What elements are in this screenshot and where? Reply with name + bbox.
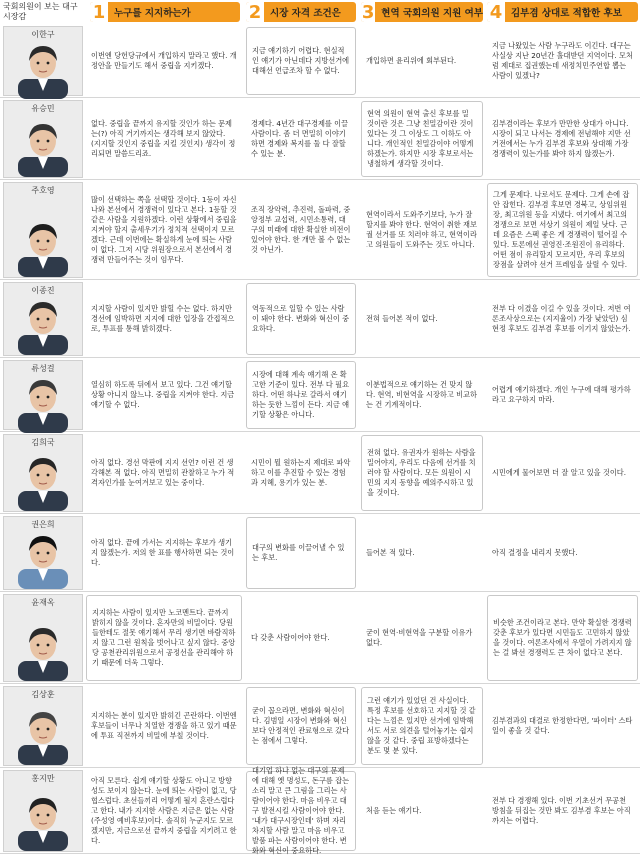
answer-text: 많이 선택하는 쪽을 선택할 것이다. 1등이 자신 나와 본선에서 경쟁력이 있다고 본다. 1등할 것 같은 사람을 지원하겠다. 이런 상황에서 중립을 지켜야 할지 출세우기가 정치적 선택이지 모르겠다. 근데 이번에는 확실하게 눈에 띄는 사람이 없다. 그저 시당 위원장으로서 본선에서 경쟁력 만들어주는 것이 임무다. (91, 195, 237, 264)
column-number: 2 (246, 2, 264, 22)
portrait-image (18, 791, 68, 855)
answer-cell-3 (361, 517, 483, 589)
answer-text: 이분법적으로 얘기하는 건 맞지 않다. 현역, 비현역을 시장하고 비교하는 건 기계적이다. (366, 380, 477, 409)
politician-photo (3, 594, 83, 682)
politician-name: 김상훈 (31, 690, 55, 699)
answer-text: 어렵게 얘기하겠다. 개인 누구에 대해 평가하라고 요구하지 마라. (492, 385, 631, 404)
answer-text: 경제다. 4년간 대구경제를 이끌 사람이다. 좀 더 면밀히 이야기하면 경제와 복지를 둘 다 잘할 수 있는 분. (251, 119, 349, 158)
answer-cell-1 (86, 283, 242, 355)
answer-cell-2 (246, 517, 356, 589)
answer-text: 전부 다 경쟁해 있다. 이번 기초선거 무공천 방침을 뒤집는 것만 봐도 김부겸 후보는 아직까지는 어렵다. (492, 796, 631, 825)
answer-cell-1 (86, 361, 242, 429)
answer-cell-4 (487, 183, 638, 277)
answer-text: 이번엔 당헌당규에서 개입하지 말라고 했다. 개정안을 만들기도 해서 중립을 지키겠다. (91, 51, 237, 70)
portrait-image (18, 705, 68, 769)
column-header-3 (361, 2, 483, 22)
politician-name: 류성걸 (31, 364, 55, 373)
answer-cell-1 (86, 183, 242, 277)
portrait-image (18, 117, 68, 181)
answer-text: 지금 나왔있는 사람 누구라도 이긴다. 대구는 사실상 지난 20년간 홀대받던 지역이다. 모처럼 제대로 집권했는데 새정치민주연합 뽑는 사람이 있겠나? (492, 41, 633, 80)
answer-text: 아직 없다. 경선 막판에 지지 선언? 이런 건 생각해본 적 없다. 아직 면밀히 관찰하고 누가 적격자인가를 눈여겨보고 있는 중이다. (91, 458, 235, 487)
table-row (0, 432, 640, 514)
column-number: 3 (361, 1, 375, 23)
answer-text: 대기업 하나 없는 대구의 문제에 대해 옛 명성도, 돈구름 잡는 소리 말고 큰 그림을 그리는 사람이어야 한다. 마음 비우고 대구 발전시킬 사람이어야 한다. '내가 대구시장인데' 하며 자리 차지할 사람 말고 마음 비우고 발품 파는 사람이어야 한다. 변화와 혁신이 중요하다. (252, 766, 350, 855)
answer-text: 굳이 현역·비현역을 구분할 이유가 없다. (366, 628, 473, 647)
answer-text: 그게 문제다. 나로서도 문제다. 그게 손에 잡안 잡힌다. 김부겸 후보면 경북고, 상임위원장, 최고위원 등을 지냈다. 여기에서 최고의 경쟁으로 보면 서상기 의원이 제일 낫다. 근데 요즘은 스펙 좋은 게 경쟁력이 떨어질 수 있다. 토론에선 권영진·조원진이 유리하다. 어떤 점이 유리할지 모르지만, 우리 후보의 장점을 살려야 선거 프레임을 살릴 수 있다. (493, 190, 630, 269)
answer-cell-2 (246, 595, 356, 681)
answer-text: 없다. 중립을 끝까지 유지할 것인가 하는 문제는(?) 아직 거기까지는 생각해 보지 않았다. (지지할 것인지 중립을 지킬 것인지) 생각이 정리되면 말씀드리죠. (91, 119, 236, 158)
table-row (0, 180, 640, 280)
answer-cell-2 (246, 766, 356, 855)
column-number: 1 (90, 2, 108, 22)
table-row (0, 592, 640, 684)
column-label: 시장 자격 조건은 (270, 8, 341, 19)
politician-name: 주호영 (31, 186, 55, 195)
answer-cell-4 (487, 361, 638, 429)
table-row (0, 280, 640, 358)
answer-text: 지금 얘기하기 어렵다. 현실적인 얘기가 아닌데다 지방선거에 대해선 언급조차 할 수 없다. (252, 46, 350, 75)
answer-text: 현역 의원이 현역 출신 후보를 밀 것이란 것은 그냥 친밀감이란 것이 있다는 것 그 이상도 그 이하도 아니다. 개인적인 친밀감이야 어떻게 하겠는가. 하지만 시장 후보로서는 냉철하게 생각할 것이다. (367, 109, 474, 168)
table-row (0, 768, 640, 854)
politician-photo (3, 360, 83, 430)
table-row (0, 358, 640, 432)
answer-cell-2 (246, 101, 356, 177)
answer-text: 아직 결정을 내리지 못했다. (492, 548, 578, 557)
answer-text: 그런 얘기가 있었던 건 사실이다. 특정 후보를 선호하고 지지할 것 같다는 느낌은 있지만 선거에 임박해서도 서로 의견을 털어놓기는 쉽지 않을 것 같다. 중립 표방하겠다는 분도 몇 분 있다. (367, 696, 476, 755)
answer-text: 다 갖춘 사람이어야 한다. (251, 633, 330, 642)
answer-text: 열심히 하도록 뒤에서 보고 있다. 그건 얘기할 상황 아니지 않느냐. 중립을 지켜야 한다. 지금 얘기할 수 없다. (91, 380, 235, 409)
column-label: 누구를 지지하는가 (114, 8, 191, 19)
politician-name: 권은희 (31, 520, 55, 529)
portrait-image (18, 39, 68, 103)
answer-text: 들어본 적 있다. (366, 548, 415, 557)
answer-cell-3 (361, 27, 483, 95)
answer-text: 김부겸이라는 후보가 만만한 상대가 아니다. 시장이 되고 나서는 경제에 전념해야 지만 선거전에서는 누가 김부겸 후보와 상대해 가장 경쟁력이 있는가를 봐야 하지 않겠는가. (492, 119, 631, 158)
answer-cell-3 (361, 771, 483, 851)
politician-photo (3, 686, 83, 766)
politician-photo (3, 282, 83, 356)
portrait-image (18, 529, 68, 593)
answer-text: 현역이라서 도와주기보다, 누가 잘할지를 봐야 한다. 현역이 취한 재보궐 선거를 또 치러야 하고, 현역이라고 의원들이 도와주는 것도 아니다. (366, 210, 477, 249)
answer-text: 비슷한 조건이라고 본다. 만약 확실한 경쟁력 갖춘 후보가 있다면 시민들도 고민하지 않았을 것이다. 여론조사에서 우열이 가려지지 않는 걸 봐선 경쟁력도 큰 차이 없다고 본다. (493, 618, 632, 657)
politician-name: 유승민 (31, 104, 55, 113)
answer-text: 지지할 사람이 있지만 밝힐 수는 없다. 하지만 경선에 임박하면 지지에 대한 입장을 간접적으로, 투표를 통해 밝히겠다. (91, 304, 235, 333)
column-number: 4 (487, 2, 505, 22)
answer-cell-3 (361, 687, 483, 765)
answer-cell-1 (86, 595, 242, 681)
answer-cell-2 (246, 183, 356, 277)
answer-text: 시장에 대해 계속 얘기해 온 확고한 기준이 있다. 전부 다 필요하다. 어떤 하나로 갈라서 얘기하는 듯한 느낌이 든다. 지금 얘기할 상황은 아니다. (252, 370, 350, 419)
politician-photo (3, 434, 83, 512)
portrait-image (18, 295, 68, 359)
table-row (0, 24, 640, 98)
portrait-image (18, 621, 68, 685)
portrait-image (18, 217, 68, 281)
column-label: 현역 국회의원 지원 여부 (381, 8, 483, 19)
politician-photo (3, 182, 83, 278)
answer-cell-2 (246, 27, 356, 95)
answer-cell-4 (487, 101, 638, 177)
answer-cell-2 (246, 435, 356, 511)
answer-cell-3 (361, 435, 483, 511)
table-row (0, 684, 640, 768)
answer-cell-2 (246, 283, 356, 355)
politician-name: 윤재옥 (31, 598, 55, 607)
answer-cell-1 (86, 687, 242, 765)
answer-text: 시민에게 물어보면 더 잘 알고 있을 것이다. (492, 468, 627, 477)
answer-cell-1 (86, 517, 242, 589)
answer-cell-3 (361, 101, 483, 177)
politician-photo (3, 770, 83, 852)
column-header-2 (246, 2, 356, 22)
answer-text: 처음 듣는 얘기다. (366, 806, 422, 815)
politician-name: 이한구 (31, 30, 55, 39)
answer-cell-3 (361, 361, 483, 429)
answer-text: 전혀 들어본 적이 없다. (366, 314, 438, 323)
answer-text: 전부 다 이겼을 이길 수 있을 것이다. 저번 여론조사상으로는 (지지율이) 가장 낮았던) 심현정 후보도 김부겸 후보를 이기지 않았는가. (492, 304, 631, 333)
answer-cell-2 (246, 687, 356, 765)
answer-text: 역동적으로 일할 수 있는 사람이 돼야 한다. 변화와 혁신이 중요하다. (252, 304, 350, 333)
answer-text: 시민이 뭘 원하는지 제대로 파악하고 이를 추진할 수 있는 경험과 지혜, 용기가 있는 분. (251, 458, 351, 487)
table-row (0, 98, 640, 180)
politician-photo (3, 516, 83, 590)
answer-text: 아직 없다. 끝에 가서는 지지하는 후보가 생기지 않겠는가. 저의 한 표를 행사하면 되는 것이다. (91, 538, 235, 567)
answer-cell-3 (361, 283, 483, 355)
answer-cell-4 (487, 283, 638, 355)
politician-photo (3, 100, 83, 178)
answer-text: 조직 장악력, 추진력, 돌파력, 중앙정부 교섭력, 시민소통력, 대구의 미래에 대한 확실한 비전이 있어야 한다. 한 개만 볼 수 없는 것 아닌가. (251, 205, 351, 254)
answer-text: 전혀 없다. 유권자가 원하는 사람을 밀어야지, 우리도 다음에 선거를 치러야 할 사람이다. 모든 의원이 시민의 지지 동향을 예의주시하고 있을 것이다. (367, 448, 476, 497)
table-caption: 국회의원이 보는 대구시장감 (0, 0, 86, 22)
answer-text: 대구의 변화를 이끌어낼 수 있는 후보. (252, 543, 345, 562)
answer-cell-1 (86, 435, 242, 511)
answer-cell-4 (487, 687, 638, 765)
answer-text: 굳이 꼽으라면, 변화와 혁신이다. 김범일 시장이 변화와 혁신보다 안정적인 관료형으로 갔다는 점에서 그렇다. (252, 706, 350, 745)
politician-name: 홍지만 (31, 774, 55, 783)
answer-cell-1 (86, 771, 242, 851)
portrait-image (18, 373, 68, 437)
politician-photo (3, 26, 83, 96)
politician-name: 김희국 (31, 438, 55, 447)
column-label: 김부겸 상대로 적합한 후보 (511, 8, 622, 19)
answer-cell-3 (361, 595, 483, 681)
table-row (0, 514, 640, 592)
column-header-4 (487, 2, 638, 22)
answer-text: 지지하는 분이 있지만 밝히긴 곤란하다. 이번엔 후보들이 너무나 치열한 경쟁을 하고 있기 때문에 투표 직전까지 비밀에 부칠 것이다. (91, 711, 237, 740)
answer-text: 아직 모른다. 쉽게 얘기할 상황도 아니고 방향성도 보이지 않는다. 눈에 띄는 사람이 없고, 당협스럽다. 초선들끼리 어떻게 될지 혼란스럽다고 한다. 내가 지지한 사람은 지금은 없는 사람(주성영 예비후보)이다. 솔직히 누군지도 모르겠지만, 지금으로선 끝까지 중립을 지키려고 한다. (91, 776, 237, 845)
answer-cell-4 (487, 517, 638, 589)
answer-cell-1 (86, 27, 242, 95)
portrait-image (18, 451, 68, 515)
answer-text: 김부겸과의 대결로 한정한다면, '파이터' 스타일이 좋을 것 같다. (492, 716, 633, 735)
answer-text: 개입하면 윤리위에 회부된다. (366, 56, 457, 65)
column-header-1 (90, 2, 240, 22)
answer-cell-4 (487, 771, 638, 851)
answer-cell-2 (246, 361, 356, 429)
answer-cell-4 (487, 595, 638, 681)
politician-name: 이종진 (31, 286, 55, 295)
answer-cell-4 (487, 27, 638, 95)
answer-text: 지지하는 사람이 있지만 노코멘트다. 끝까지 밝히지 않을 것이다. 혼자만의 비밀이다. 당원들한테도 절못 얘기해서 무리 생기면 바람직하지 않고 그런 원칙을 벗어나고 싶지 않다. 중앙당 공천관리위원으로서 공정선을 관리해야 하기 때문에 더욱 그렇다. (92, 608, 236, 667)
answer-cell-1 (86, 101, 242, 177)
answer-cell-4 (487, 435, 638, 511)
answer-cell-3 (361, 183, 483, 277)
